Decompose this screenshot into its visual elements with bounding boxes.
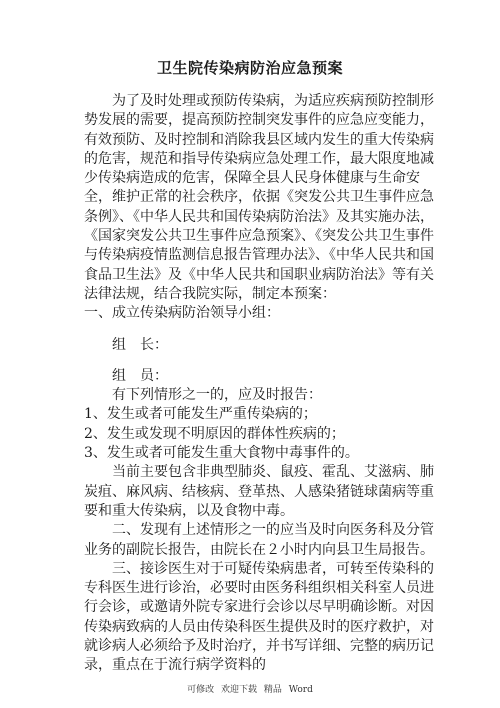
report-condition-2: 2、发生或发现不明原因的群体性疾病的； xyxy=(84,425,345,442)
document-body xyxy=(84,92,434,676)
report-conditions-intro: 有下列情形之一的，应及时报告： xyxy=(112,387,322,404)
group-leader-line: 组 长： xyxy=(112,336,168,353)
reporting-procedure-paragraph: 二、发现有上述情形之一的应当及时向医务科及分管业务的副院长报告，由院长在２小时内向县卫生局报告。 xyxy=(84,522,434,558)
disease-list-paragraph: 当前主要包含非典型肺炎、鼠疫、霍乱、艾滋病、肺炭疽、麻风病、结核病、登革热、人感染猪链球菌病等重要和重大传染病，以及食物中毒。 xyxy=(84,464,434,519)
group-members-line: 组 员： xyxy=(112,367,168,384)
treatment-procedure-paragraph: 三、接诊医生对于可疑传染病患者，可转至传染科的专科医生进行诊治，必要时由医务科组织相关科室人员进行会诊，或邀请外院专家进行会诊以尽早明确诊断。对因传染病致病的人员由传染科医生提供及时的医疗救护，对就诊病人必须给予及时治疗，并书写详细、完整的病历记录，重点在于流行病学资料的 xyxy=(84,560,434,674)
document-title: 卫生院传染病防治应急预案 xyxy=(156,59,343,77)
intro-paragraph: 为了及时处理或预防传染病，为适应疾病预防控制形势发展的需要，提高预防控制突发事件的应急应变能力，有效预防、及时控制和消除我县区域内发生的重大传染病的危害，规范和指导传染病应急处理工作，最大限度地减少传染病造成的危害，保障全县人民身体健康与生命安全，维护正常的社会秩序，依据《突发公共卫生事件应急条例》、《中华人民共和国传染病防治法》及其实施办法，《国家突发公共卫生事件应急预案》、《突发公共卫生事件与传染病疫情监测信息报告管理办法》、《中华人民共和国食品卫生法》及《中华人民共和国职业病防治法》等有关法律法规，结合我院实际，制定本预案： xyxy=(84,93,434,302)
section-heading-leadership-group: 一、成立传染病防治领导小组： xyxy=(84,305,280,322)
page-footer: 可修改 欢迎下载 精品 Word xyxy=(187,685,313,695)
report-condition-1: 1、发生或者可能发生严重传染病的； xyxy=(84,406,317,423)
report-condition-3: 3、发生或者可能发生重大食物中毒事件的。 xyxy=(84,445,359,462)
